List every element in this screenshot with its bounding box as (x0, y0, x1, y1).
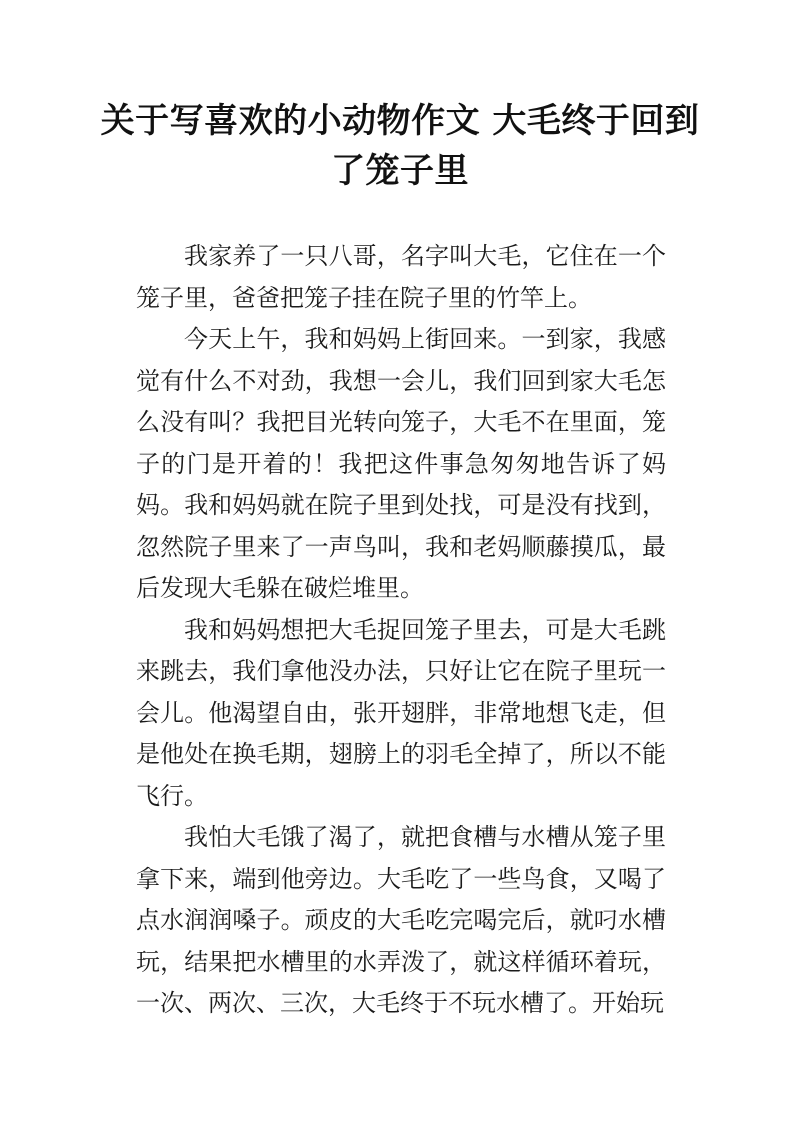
paragraph: 今天上午，我和妈妈上街回来。一到家，我感觉有什么不对劲，我想一会儿，我们回到家大毛怎么没有叫？我把目光转向笼子，大毛不在里面，笼子的门是开着的！我把这件事急匆匆地告诉了妈妈。我和妈妈就在院子里到处找，可是没有找到，忽然院子里来了一声鸟叫，我和老妈顺藤摸瓜，最后发现大毛躲在破烂堆里。 (136, 325, 666, 602)
paragraph: 我和妈妈想把大毛捉回笼子里去，可是大毛跳来跳去，我们拿他没办法，只好让它在院子里玩一会儿。他渴望自由，张开翅胖，非常地想飞走，但是他处在换毛期，翅膀上的羽毛全掉了，所以不能飞行。 (136, 615, 666, 810)
paragraph: 我家养了一只八哥，名字叫大毛，它住在一个笼子里，爸爸把笼子挂在院子里的竹竿上。 (136, 242, 666, 312)
document-title: 关于写喜欢的小动物作文 大毛终于回到了笼子里 (100, 101, 700, 191)
paragraph: 我怕大毛饿了渴了，就把食槽与水槽从笼子里拿下来，端到他旁边。大毛吃了一些鸟食，又喝了点水润润嗓子。顽皮的大毛吃完喝完后，就叼水槽玩，结果把水槽里的水弄泼了，就这样循环着玩，一次、两次、三次，大毛终于不玩水槽了。开始玩 (136, 823, 666, 1017)
document-body (136, 236, 666, 1025)
